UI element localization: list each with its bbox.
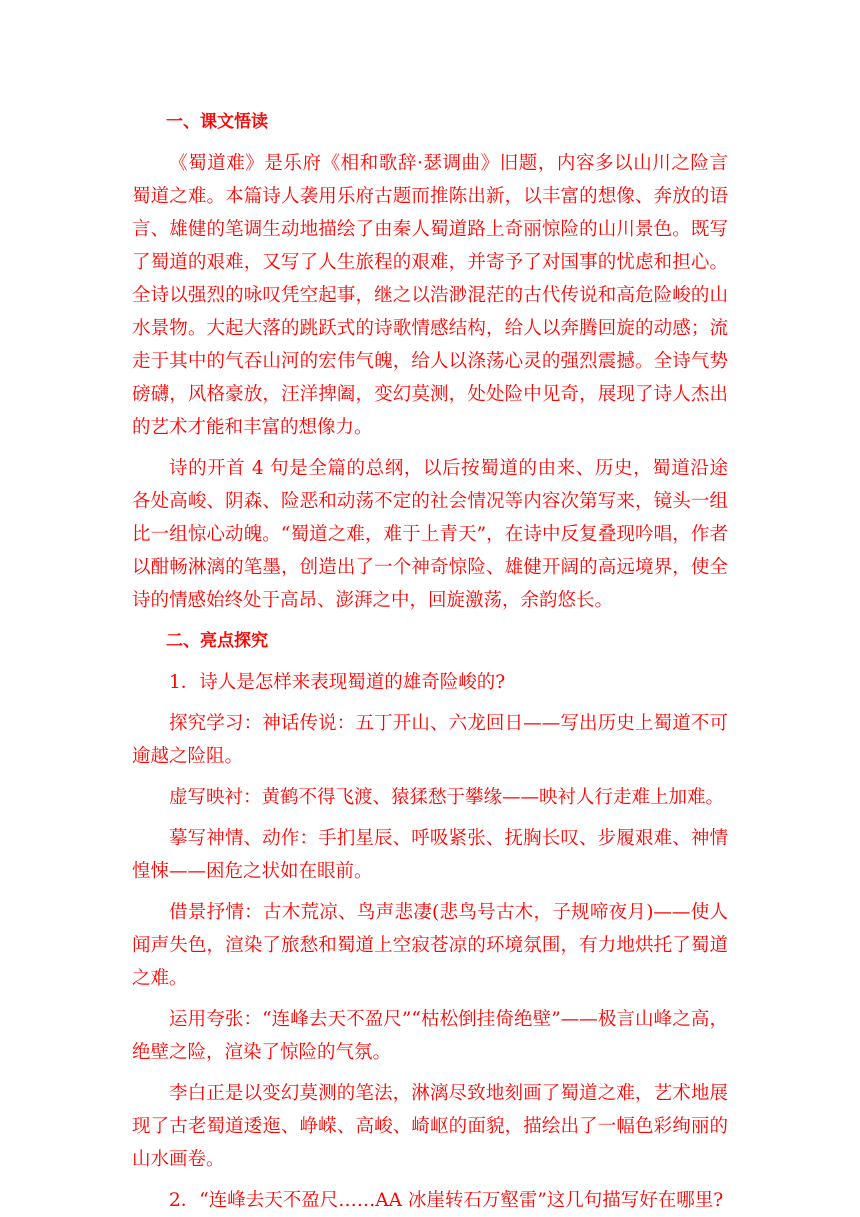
document-body — [132, 104, 728, 1217]
paragraph-intro-2: 诗的开首 4 句是全篇的总纲，以后按蜀道的由来、历史，蜀道沿途各处高峻、阴森、险恶和动荡不定的社会情况等内容次第写来，镜头一组比一组惊心动魄。“蜀道之难，难于上青天”，在诗中反复叠现吟唱，作者以酣畅淋漓的笔墨，创造出了一个神奇惊险、雄健开阔的高远境界，使全诗的情感始终处于高昂、澎湃之中，回旋激荡，余韵悠长。 — [132, 458, 728, 611]
answer-scenery: 借景抒情：古木荒凉、鸟声悲凄(悲鸟号古木，子规啼夜月)——使人闻声失色，渲染了旅愁和蜀道上空寂苍凉的环境氛围，有力地烘托了蜀道之难。 — [132, 902, 728, 989]
answer-contrast: 虚写映衬：黄鹤不得飞渡、猿猱愁于攀缘——映衬人行走难上加难。 — [169, 787, 725, 808]
section-heading-2: 二、亮点探究 — [166, 631, 268, 651]
section-heading-1: 一、课文悟读 — [166, 112, 268, 132]
paragraph-intro-1: 《蜀道难》是乐府《相和歌辞·瑟调曲》旧题，内容多以山川之险言蜀道之难。本篇诗人袭用乐府古题而推陈出新，以丰富的想像、奔放的语言、雄健的笔调生动地描绘了由秦人蜀道路上奇丽惊险的山川景色。既写了蜀道的艰难，又写了人生旅程的艰难，并寄予了对国事的忧虑和担心。全诗以强烈的咏叹凭空起事，继之以浩渺混茫的古代传说和高危险峻的山水景物。大起大落的跳跃式的诗歌情感结构，给人以奔腾回旋的动感；流走于其中的气吞山河的宏伟气魄，给人以涤荡心灵的强烈震撼。全诗气势磅礴，风格豪放，汪洋捭阖，变幻莫测，处处险中见奇，展现了诗人杰出的艺术才能和丰富的想像力。 — [132, 153, 728, 438]
answer-myth: 探究学习：神话传说：五丁开山、六龙回日——写出历史上蜀道不可逾越之险阻。 — [132, 713, 728, 767]
answer-summary: 李白正是以变幻莫测的笔法，淋漓尽致地刻画了蜀道之难，艺术地展现了古老蜀道逶迤、峥嵘、高峻、崎岖的面貌，描绘出了一幅色彩绚丽的山水画卷。 — [132, 1083, 728, 1170]
question-1: 1．诗人是怎样来表现蜀道的雄奇险峻的? — [169, 672, 506, 693]
answer-exaggeration: 运用夸张：“连峰去天不盈尺”“枯松倒挂倚绝壁”——极言山峰之高，绝壁之险，渲染了惊险的气氛。 — [132, 1009, 728, 1063]
answer-portrayal: 摹写神情、动作：手扪星辰、呼吸紧张、抚胸长叹、步履艰难、神情惶悚——困危之状如在眼前。 — [132, 828, 728, 882]
question-2: 2．“连峰去天不盈尺……AA 冰崖转石万壑雷”这几句描写好在哪里? — [169, 1190, 724, 1211]
